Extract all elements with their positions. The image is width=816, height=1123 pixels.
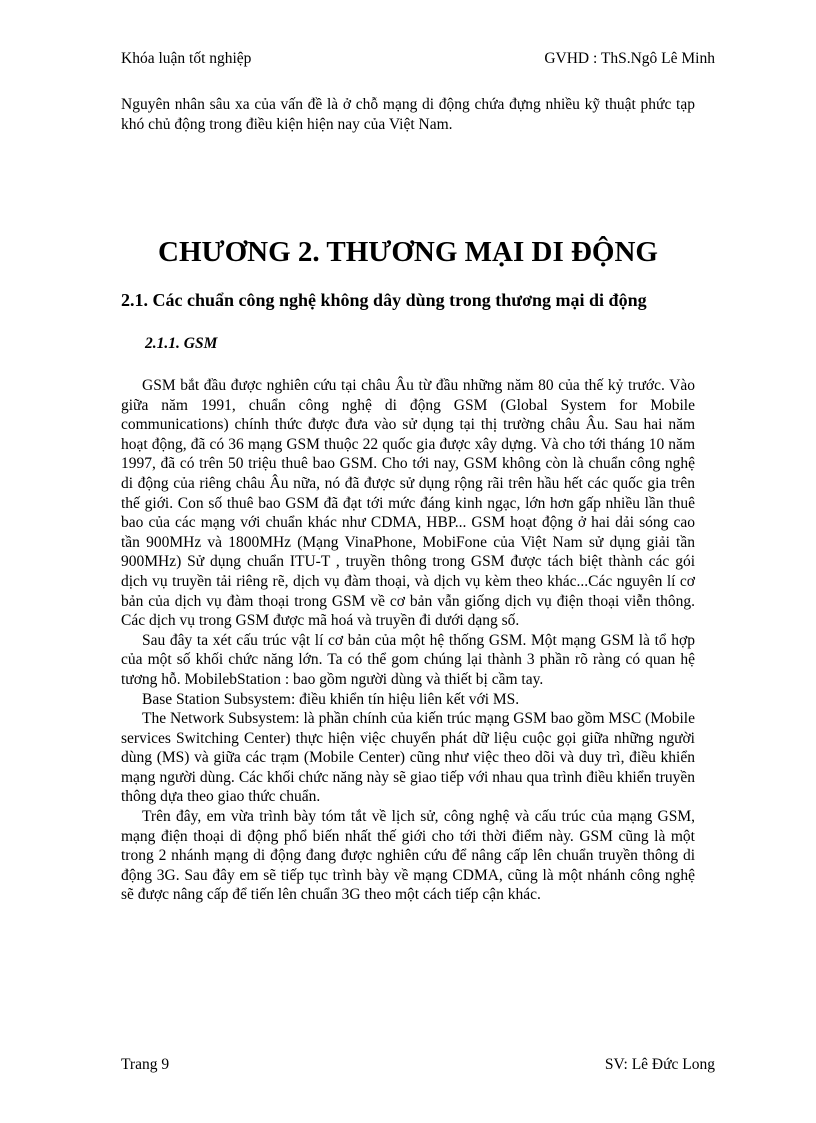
intro-block bbox=[121, 95, 695, 134]
subsection-title: 2.1.1. GSM bbox=[145, 335, 218, 352]
section-title: 2.1. Các chuẩn công nghệ không dây dùng trong thương mại di động bbox=[121, 290, 647, 310]
page-header bbox=[121, 50, 715, 68]
paragraph: Base Station Subsystem: điều khiển tín hiệu liên kết với MS. bbox=[142, 690, 520, 708]
paragraph: The Network Subsystem: là phần chính của kiến trúc mạng GSM bao gồm MSC (Mobile services Switching Center) thực hiện việc chuyển phát dữ liệu cuộc gọi giữa những người dùng (MS) và giữa các trạm (Mobile Center) cũng như việc theo dõi và duy trì, điều khiển mạng người dùng. Các khối chức năng này sẽ giao tiếp với nhau qua trình điều khiển truyền thông dựa theo giao thức chuẩn. bbox=[121, 710, 695, 806]
body-text bbox=[121, 376, 695, 905]
footer-student-label: SV: Lê Đức Long bbox=[604, 1056, 715, 1073]
paragraph: Sau đây ta xét cấu trúc vật lí cơ bản của một hệ thống GSM. Một mạng GSM là tổ hợp của một số khối chức năng lớn. Ta có thể gom chúng lại thành 3 phần rõ ràng có quan hệ tương hỗ. MobilebStation : bao gồm người dùng và thiết bị cầm tay. bbox=[121, 631, 695, 688]
page-number: Trang 9 bbox=[121, 1056, 170, 1073]
paragraph: GSM bắt đầu được nghiên cứu tại châu Âu từ đầu những năm 80 của thế kỷ trước. Vào giữa năm 1991, chuẩn công nghệ di động GSM (Global System for Mobile communications) chính thức được đưa vào sử dụng tại thị trường châu Âu. Sau hai năm hoạt động, đã có 36 mạng GSM thuộc 22 quốc gia được xây dựng. Và cho tới tháng 10 năm 1997, đã có trên 50 triệu thuê bao GSM. Cho tới nay, GSM không còn là chuẩn công nghệ di động của riêng châu Âu nữa, nó đã được sử dụng rộng rãi trên hầu hết các quốc gia trên thế giới. Con số thuê bao GSM đã đạt tới mức đáng kinh ngạc, lớn hơn gấp nhiều lần thuê bao của các mạng với chuẩn khác như CDMA, HBP... GSM hoạt động ở hai dải sóng cao tần 900MHz và 1800MHz (Mạng VinaPhone, MobiFone của Việt Nam sử dụng giải tần 900MHz) Sử dụng chuẩn ITU-T , truyền thông trong GSM được tách biệt thành các gói dịch vụ truyền tải riêng rẽ, dịch vụ đàm thoại, và dịch vụ kèm theo khác...Các nguyên lí cơ bản của dịch vụ đàm thoại trong GSM về cơ bản vẫn giống dịch vụ điện thoại viễn thông. Các dịch vụ trong GSM được mã hoá và truyền đi dưới dạng số. bbox=[121, 377, 695, 630]
page-footer bbox=[121, 1056, 715, 1074]
paragraph: Trên đây, em vừa trình bày tóm tắt về lịch sử, công nghệ và cấu trúc của mạng GSM, mạng điện thoại di động phổ biến nhất thế giới cho tới thời điểm này. GSM cũng là một trong 2 nhánh mạng di động đang được nghiên cứu để nâng cấp lên chuẩn truyền thông di động 3G. Sau đây em sẽ tiếp tục trình bày về mạng CDMA, cũng là một nhánh công nghệ sẽ được nâng cấp để tiến lên chuẩn 3G theo một cách tiếp cận khác. bbox=[121, 808, 695, 904]
chapter-title: CHƯƠNG 2. THƯƠNG MẠI DI ĐỘNG bbox=[158, 236, 658, 268]
header-thesis-label: Khóa luận tốt nghiệp bbox=[121, 50, 252, 67]
header-advisor-label: GVHD : ThS.Ngô Lê Minh bbox=[544, 50, 715, 67]
intro-paragraph: Nguyên nhân sâu xa của vấn đề là ở chỗ mạng di động chứa đựng nhiều kỹ thuật phức tạp khó chủ động trong điều kiện hiện nay của Việt Nam. bbox=[121, 96, 695, 133]
